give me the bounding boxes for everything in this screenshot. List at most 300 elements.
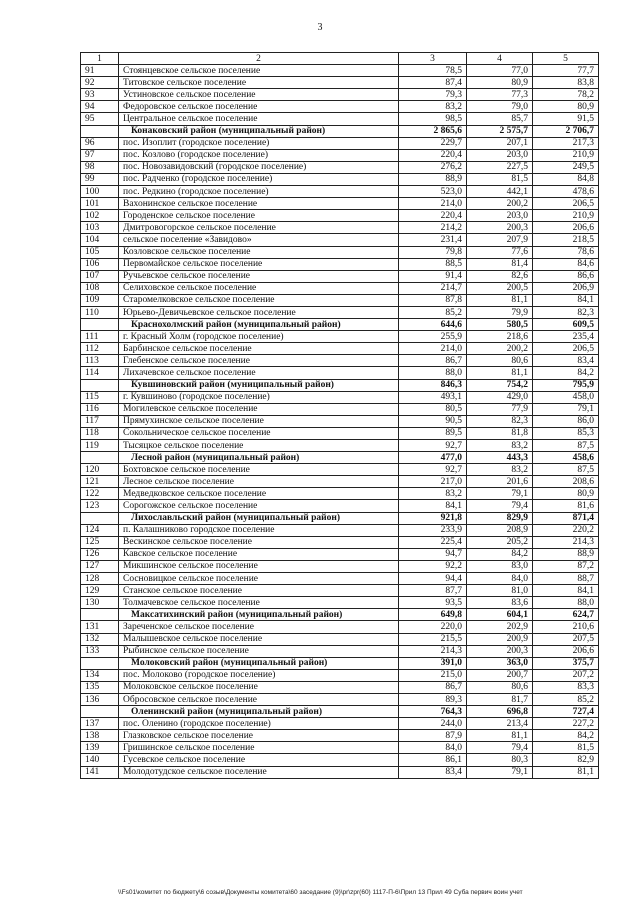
table-row (81, 186, 599, 198)
value-col4: 79,4 (467, 742, 533, 754)
table-row (81, 161, 599, 173)
column-header: 2 (119, 53, 399, 65)
table-row (81, 693, 599, 705)
value-col4: 429,0 (467, 391, 533, 403)
value-col4: 580,5 (467, 319, 533, 331)
row-name: Молоковский район (муниципальный район) (119, 657, 399, 669)
value-col5: 235,4 (533, 331, 599, 343)
row-number (81, 319, 119, 331)
value-col4: 207,9 (467, 234, 533, 246)
value-col4: 829,9 (467, 512, 533, 524)
value-col3: 233,9 (399, 524, 467, 536)
row-name: Барбинское сельское поселение (119, 343, 399, 355)
value-col3: 220,0 (399, 621, 467, 633)
value-col4: 80,6 (467, 355, 533, 367)
row-number (81, 512, 119, 524)
value-col4: 200,3 (467, 645, 533, 657)
row-number: 132 (81, 633, 119, 645)
row-number: 111 (81, 331, 119, 343)
row-name: Микшинское сельское поселение (119, 560, 399, 572)
value-col4: 200,2 (467, 343, 533, 355)
row-name: сельское поселение «Завидово» (119, 234, 399, 246)
row-name: пос. Редкино (городское поселение) (119, 186, 399, 198)
value-col3: 88,0 (399, 367, 467, 379)
value-col5: 84,6 (533, 258, 599, 270)
row-name: Молоковское сельское поселение (119, 681, 399, 693)
value-col3: 846,3 (399, 379, 467, 391)
value-col4: 83,6 (467, 597, 533, 609)
value-col4: 81,7 (467, 693, 533, 705)
column-header: 3 (399, 53, 467, 65)
table-row (81, 730, 599, 742)
row-number: 108 (81, 282, 119, 294)
row-name: пос. Козлово (городское поселение) (119, 149, 399, 161)
row-number: 92 (81, 77, 119, 89)
value-col3: 83,2 (399, 488, 467, 500)
table-row (81, 464, 599, 476)
value-col5: 91,5 (533, 113, 599, 125)
value-col3: 80,5 (399, 403, 467, 415)
table-row (81, 222, 599, 234)
row-name: Максатихинский район (муниципальный район) (119, 609, 399, 621)
row-number: 109 (81, 294, 119, 306)
row-number: 98 (81, 161, 119, 173)
row-name: Прямухинское сельское поселение (119, 415, 399, 427)
value-col5: 78,2 (533, 89, 599, 101)
row-name: Лесное сельское поселение (119, 476, 399, 488)
value-col3: 220,4 (399, 149, 467, 161)
table-row (81, 560, 599, 572)
table-row (81, 754, 599, 766)
table-row (81, 198, 599, 210)
value-col5: 218,5 (533, 234, 599, 246)
table-row (81, 173, 599, 185)
value-col4: 696,8 (467, 706, 533, 718)
value-col3: 214,3 (399, 645, 467, 657)
row-name: Кувшиновский район (муниципальный район) (119, 379, 399, 391)
value-col4: 208,9 (467, 524, 533, 536)
row-number: 115 (81, 391, 119, 403)
value-col3: 93,5 (399, 597, 467, 609)
value-col5: 83,4 (533, 355, 599, 367)
value-col4: 207,1 (467, 137, 533, 149)
table-row (81, 77, 599, 89)
value-col3: 214,0 (399, 343, 467, 355)
value-col5: 206,5 (533, 198, 599, 210)
table-row (81, 137, 599, 149)
row-number: 114 (81, 367, 119, 379)
value-col3: 244,0 (399, 718, 467, 730)
table-row (81, 101, 599, 113)
value-col4: 81,8 (467, 427, 533, 439)
value-col5: 2 706,7 (533, 125, 599, 137)
value-col3: 764,3 (399, 706, 467, 718)
row-number: 134 (81, 669, 119, 681)
value-col5: 84,2 (533, 367, 599, 379)
value-col4: 203,0 (467, 210, 533, 222)
table-row (81, 113, 599, 125)
row-name: Козловское сельское поселение (119, 246, 399, 258)
row-number: 116 (81, 403, 119, 415)
value-col5: 87,5 (533, 464, 599, 476)
table-row (81, 367, 599, 379)
value-col5: 84,1 (533, 294, 599, 306)
value-col4: 200,9 (467, 633, 533, 645)
value-col5: 375,7 (533, 657, 599, 669)
row-number (81, 609, 119, 621)
row-name: Кавское сельское поселение (119, 548, 399, 560)
row-number: 139 (81, 742, 119, 754)
value-col4: 443,3 (467, 452, 533, 464)
row-number: 138 (81, 730, 119, 742)
row-number: 99 (81, 173, 119, 185)
column-header: 4 (467, 53, 533, 65)
row-number: 122 (81, 488, 119, 500)
row-name: п. Калашниково городское поселение (119, 524, 399, 536)
row-number: 113 (81, 355, 119, 367)
row-number: 125 (81, 536, 119, 548)
row-name: Гришинское сельское поселение (119, 742, 399, 754)
table-row (81, 645, 599, 657)
value-col3: 92,2 (399, 560, 467, 572)
district-total-row (81, 512, 599, 524)
value-col5: 85,3 (533, 427, 599, 439)
row-number (81, 706, 119, 718)
table-row (81, 476, 599, 488)
row-number: 107 (81, 270, 119, 282)
value-col4: 83,2 (467, 464, 533, 476)
value-col3: 90,5 (399, 415, 467, 427)
row-name: Обросовское сельское поселение (119, 693, 399, 705)
table-row (81, 89, 599, 101)
value-col3: 98,5 (399, 113, 467, 125)
district-total-row (81, 706, 599, 718)
value-col3: 229,7 (399, 137, 467, 149)
value-col3: 86,1 (399, 754, 467, 766)
table-row (81, 548, 599, 560)
value-col5: 87,2 (533, 560, 599, 572)
row-number: 102 (81, 210, 119, 222)
value-col5: 206,5 (533, 343, 599, 355)
row-name: Молодотудское сельское поселение (119, 766, 399, 778)
value-col4: 80,9 (467, 77, 533, 89)
value-col4: 83,0 (467, 560, 533, 572)
row-name: Дмитровогорское сельское поселение (119, 222, 399, 234)
page-number: 3 (317, 22, 323, 33)
value-col4: 442,1 (467, 186, 533, 198)
row-name: Глазковское сельское поселение (119, 730, 399, 742)
row-name: Станское сельское поселение (119, 585, 399, 597)
value-col4: 203,0 (467, 149, 533, 161)
table-row (81, 427, 599, 439)
table-row (81, 500, 599, 512)
value-col5: 81,1 (533, 766, 599, 778)
value-col3: 87,8 (399, 294, 467, 306)
value-col4: 80,6 (467, 681, 533, 693)
table-row (81, 210, 599, 222)
value-col4: 79,1 (467, 766, 533, 778)
row-number: 128 (81, 573, 119, 585)
value-col5: 207,2 (533, 669, 599, 681)
value-col5: 206,6 (533, 645, 599, 657)
row-number: 106 (81, 258, 119, 270)
table-row (81, 270, 599, 282)
row-number: 97 (81, 149, 119, 161)
value-col4: 81,1 (467, 367, 533, 379)
table-row (81, 597, 599, 609)
value-col4: 81,1 (467, 730, 533, 742)
value-col4: 218,6 (467, 331, 533, 343)
value-col4: 77,3 (467, 89, 533, 101)
row-number: 124 (81, 524, 119, 536)
row-name: г. Кувшиново (городское поселение) (119, 391, 399, 403)
row-number: 133 (81, 645, 119, 657)
table-row (81, 585, 599, 597)
row-name: Первомайское сельское поселение (119, 258, 399, 270)
row-number: 110 (81, 306, 119, 318)
row-number: 140 (81, 754, 119, 766)
value-col5: 88,0 (533, 597, 599, 609)
file-path-footer: \\Fs01\комитет по бюджету\6 созыв\Документы комитета\60 заседание (9)\pr\zpr(60) 1117-П-6\Прил 13 Прил 49 Суба первич воин учет (118, 889, 523, 896)
value-col4: 84,2 (467, 548, 533, 560)
table-row (81, 391, 599, 403)
value-col4: 81,0 (467, 585, 533, 597)
value-col5: 85,2 (533, 693, 599, 705)
value-col3: 493,1 (399, 391, 467, 403)
row-name: Толмачевское сельское поселение (119, 597, 399, 609)
value-col4: 77,9 (467, 403, 533, 415)
row-name: Краснохолмский район (муниципальный район) (119, 319, 399, 331)
row-name: Рыбинское сельское поселение (119, 645, 399, 657)
value-col3: 2 865,6 (399, 125, 467, 137)
value-col4: 213,4 (467, 718, 533, 730)
value-col5: 88,7 (533, 573, 599, 585)
value-col3: 94,4 (399, 573, 467, 585)
value-col5: 208,6 (533, 476, 599, 488)
value-col3: 92,7 (399, 464, 467, 476)
value-col3: 523,0 (399, 186, 467, 198)
row-name: Гусевское сельское поселение (119, 754, 399, 766)
row-number: 126 (81, 548, 119, 560)
value-col5: 84,2 (533, 730, 599, 742)
row-name: Сосновицкое сельское поселение (119, 573, 399, 585)
row-name: пос. Молоково (городское поселение) (119, 669, 399, 681)
row-number: 135 (81, 681, 119, 693)
table-row (81, 440, 599, 452)
row-name: Городенское сельское поселение (119, 210, 399, 222)
value-col5: 217,3 (533, 137, 599, 149)
value-col4: 82,6 (467, 270, 533, 282)
value-col3: 86,7 (399, 681, 467, 693)
row-number: 112 (81, 343, 119, 355)
row-number: 136 (81, 693, 119, 705)
value-col4: 201,6 (467, 476, 533, 488)
value-col3: 215,5 (399, 633, 467, 645)
value-col5: 227,2 (533, 718, 599, 730)
row-name: Зареченское сельское поселение (119, 621, 399, 633)
row-name: Ручьевское сельское поселение (119, 270, 399, 282)
value-col3: 79,3 (399, 89, 467, 101)
value-col4: 205,2 (467, 536, 533, 548)
value-col5: 214,3 (533, 536, 599, 548)
table-row (81, 415, 599, 427)
value-col3: 86,7 (399, 355, 467, 367)
value-col3: 214,7 (399, 282, 467, 294)
value-col5: 458,6 (533, 452, 599, 464)
value-col3: 84,0 (399, 742, 467, 754)
value-col5: 81,6 (533, 500, 599, 512)
table-row (81, 246, 599, 258)
table-row (81, 403, 599, 415)
row-number: 103 (81, 222, 119, 234)
table-row (81, 258, 599, 270)
row-number: 93 (81, 89, 119, 101)
row-name: Бохтовское сельское поселение (119, 464, 399, 476)
row-number: 91 (81, 65, 119, 77)
row-number: 101 (81, 198, 119, 210)
row-name: Стоянцевское сельское поселение (119, 65, 399, 77)
value-col4: 81,5 (467, 173, 533, 185)
row-number: 100 (81, 186, 119, 198)
row-number: 104 (81, 234, 119, 246)
row-name: пос. Изоплит (городское поселение) (119, 137, 399, 149)
value-col5: 77,7 (533, 65, 599, 77)
value-col4: 81,1 (467, 294, 533, 306)
row-name: Могилевское сельское поселение (119, 403, 399, 415)
value-col4: 79,1 (467, 488, 533, 500)
district-total-row (81, 657, 599, 669)
value-col5: 80,9 (533, 488, 599, 500)
row-number (81, 125, 119, 137)
value-col5: 609,5 (533, 319, 599, 331)
value-col5: 83,8 (533, 77, 599, 89)
value-col3: 477,0 (399, 452, 467, 464)
value-col4: 227,5 (467, 161, 533, 173)
row-number: 129 (81, 585, 119, 597)
district-total-row (81, 452, 599, 464)
value-col4: 83,2 (467, 440, 533, 452)
table-row (81, 524, 599, 536)
row-number: 137 (81, 718, 119, 730)
row-number: 119 (81, 440, 119, 452)
row-number: 117 (81, 415, 119, 427)
value-col5: 624,7 (533, 609, 599, 621)
table-row (81, 766, 599, 778)
row-name: Старомелковское сельское поселение (119, 294, 399, 306)
value-col5: 478,6 (533, 186, 599, 198)
value-col3: 88,5 (399, 258, 467, 270)
value-col3: 215,0 (399, 669, 467, 681)
value-col4: 79,4 (467, 500, 533, 512)
row-name: Титовское сельское поселение (119, 77, 399, 89)
table-row (81, 621, 599, 633)
value-col3: 78,5 (399, 65, 467, 77)
row-name: Федоровское сельское поселение (119, 101, 399, 113)
value-col3: 644,6 (399, 319, 467, 331)
table-row (81, 306, 599, 318)
value-col5: 86,6 (533, 270, 599, 282)
value-col3: 91,4 (399, 270, 467, 282)
value-col3: 89,5 (399, 427, 467, 439)
table-row (81, 282, 599, 294)
value-col5: 88,9 (533, 548, 599, 560)
value-col3: 225,4 (399, 536, 467, 548)
row-number (81, 452, 119, 464)
table-row (81, 149, 599, 161)
value-col3: 79,8 (399, 246, 467, 258)
row-name: Вескинское сельское поселение (119, 536, 399, 548)
value-col5: 82,3 (533, 306, 599, 318)
row-name: пос. Радченко (городское поселение) (119, 173, 399, 185)
budget-table (80, 52, 599, 779)
row-number (81, 379, 119, 391)
row-name: Медведковское сельское поселение (119, 488, 399, 500)
value-col4: 202,9 (467, 621, 533, 633)
column-header: 1 (81, 53, 119, 65)
table-row (81, 536, 599, 548)
value-col3: 85,2 (399, 306, 467, 318)
value-col4: 200,2 (467, 198, 533, 210)
value-col3: 649,8 (399, 609, 467, 621)
row-number: 131 (81, 621, 119, 633)
value-col4: 200,3 (467, 222, 533, 234)
district-total-row (81, 319, 599, 331)
row-number: 127 (81, 560, 119, 572)
row-number: 123 (81, 500, 119, 512)
value-col5: 210,9 (533, 149, 599, 161)
value-col3: 255,9 (399, 331, 467, 343)
row-number: 94 (81, 101, 119, 113)
row-number: 95 (81, 113, 119, 125)
row-number: 105 (81, 246, 119, 258)
row-name: Устиновское сельское поселение (119, 89, 399, 101)
value-col3: 276,2 (399, 161, 467, 173)
value-col5: 86,0 (533, 415, 599, 427)
row-name: Глебенское сельское поселение (119, 355, 399, 367)
value-col3: 89,3 (399, 693, 467, 705)
table-row (81, 742, 599, 754)
value-col4: 79,9 (467, 306, 533, 318)
value-col5: 84,8 (533, 173, 599, 185)
row-name: пос. Оленино (городское поселение) (119, 718, 399, 730)
value-col4: 80,3 (467, 754, 533, 766)
value-col3: 92,7 (399, 440, 467, 452)
value-col5: 206,6 (533, 222, 599, 234)
table-row (81, 294, 599, 306)
value-col4: 77,0 (467, 65, 533, 77)
value-col5: 80,9 (533, 101, 599, 113)
row-name: Центральное сельское поселение (119, 113, 399, 125)
table-row (81, 234, 599, 246)
value-col5: 78,6 (533, 246, 599, 258)
value-col4: 79,0 (467, 101, 533, 113)
row-number: 141 (81, 766, 119, 778)
district-total-row (81, 125, 599, 137)
value-col3: 214,0 (399, 198, 467, 210)
value-col5: 727,4 (533, 706, 599, 718)
row-name: Оленинский район (муниципальный район) (119, 706, 399, 718)
row-name: Сорогожское сельское поселение (119, 500, 399, 512)
value-col3: 220,4 (399, 210, 467, 222)
value-col5: 871,4 (533, 512, 599, 524)
value-col5: 210,9 (533, 210, 599, 222)
value-col4: 84,0 (467, 573, 533, 585)
row-number: 120 (81, 464, 119, 476)
table-header-row (81, 53, 599, 65)
table-row (81, 331, 599, 343)
table-row (81, 355, 599, 367)
value-col3: 94,7 (399, 548, 467, 560)
